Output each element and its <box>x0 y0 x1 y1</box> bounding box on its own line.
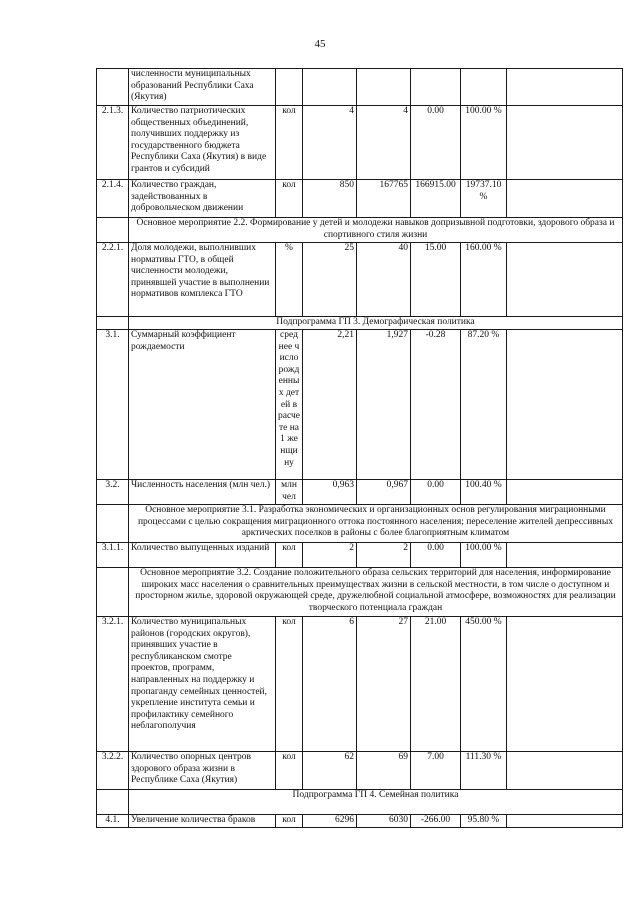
note <box>507 543 623 568</box>
unit: кол <box>276 180 303 218</box>
note <box>507 815 623 828</box>
table-row <box>97 815 623 828</box>
section-heading: Основное мероприятие 2.2. Формирование у детей и молодежи навыков допризывной подготовки, здорового образа и спортивного стиля жизни <box>129 218 623 243</box>
table-row <box>97 69 623 106</box>
plan-value: 850 <box>303 180 357 218</box>
percent-value: 87.20 % <box>461 330 507 480</box>
note <box>507 480 623 505</box>
fact-value: 27 <box>357 617 411 752</box>
page-number: 45 <box>314 38 326 50</box>
plan-value: 6 <box>303 617 357 752</box>
deviation-value: 0.00 <box>411 106 461 180</box>
row-number: 3.1. <box>97 330 129 480</box>
percent-value: 95.80 % <box>461 815 507 828</box>
fact-value: 40 <box>357 243 411 317</box>
section-heading: Основное мероприятие 3.1. Разработка экономических и организационных основ регулирования миграционными процессами с целью сокращения миграционного оттока постоянного населения; переселение жителей депрессивных арктических поселков в районы с более благоприятным климатом <box>129 505 623 543</box>
section-row <box>97 218 623 243</box>
note <box>507 617 623 752</box>
row-number <box>97 69 129 106</box>
indicator-name: численности муниципальных образований Республики Саха (Якутия) <box>129 69 276 106</box>
indicator-name: Количество муниципальных районов (городских округов), принявших участие в республиканском смотре проектов, программ, направленных на поддержку и пропаганду семейных ценностей, укрепление института семьи и профилактику семейного неблагополучия <box>129 617 276 752</box>
indicator-name: Количество опорных центров здорового образа жизни в Республике Саха (Якутия) <box>129 752 276 790</box>
note <box>507 243 623 317</box>
plan-value: 6296 <box>303 815 357 828</box>
empty-cell <box>97 568 129 617</box>
deviation-value: 0.00 <box>411 543 461 568</box>
indicator-name: Количество патриотических общественных объединений, получивших поддержку из государственного бюджета Республики Саха (Якутия) в виде грантов и субсидий <box>129 106 276 180</box>
section-heading: Подпрограмма ГП 4. Семейная политика <box>129 790 623 815</box>
indicator-name: Увеличение количества браков <box>129 815 276 828</box>
percent-value: 450.00 % <box>461 617 507 752</box>
indicator-name: Доля молодежи, выполнивших нормативы ГТО, в общей численности молодежи, принявшей участие в выполнении нормативов комплекса ГТО <box>129 243 276 317</box>
plan-value: 62 <box>303 752 357 790</box>
deviation-value <box>411 69 461 106</box>
percent-value: 100.40 % <box>461 480 507 505</box>
indicator-name: Численность населения (млн чел.) <box>129 480 276 505</box>
section-row <box>97 568 623 617</box>
fact-value: 167765 <box>357 180 411 218</box>
section-row <box>97 317 623 330</box>
deviation-value: 0.00 <box>411 480 461 505</box>
fact-value: 1,927 <box>357 330 411 480</box>
fact-value: 0,967 <box>357 480 411 505</box>
plan-value: 2 <box>303 543 357 568</box>
fact-value: 69 <box>357 752 411 790</box>
empty-cell <box>97 505 129 543</box>
table-row <box>97 480 623 505</box>
unit: кол <box>276 752 303 790</box>
percent-value: 100.00 % <box>461 106 507 180</box>
row-number: 2.2.1. <box>97 243 129 317</box>
empty-cell <box>97 790 129 815</box>
plan-value: 2,21 <box>303 330 357 480</box>
empty-cell <box>97 317 129 330</box>
table-row <box>97 752 623 790</box>
note <box>507 69 623 106</box>
plan-value: 4 <box>303 106 357 180</box>
row-number: 3.2. <box>97 480 129 505</box>
fact-value: 4 <box>357 106 411 180</box>
percent-value: 111.30 % <box>461 752 507 790</box>
deviation-value: -266.00 <box>411 815 461 828</box>
deviation-value: 15.00 <box>411 243 461 317</box>
row-number: 3.1.1. <box>97 543 129 568</box>
section-row <box>97 505 623 543</box>
note <box>507 330 623 480</box>
percent-value <box>461 69 507 106</box>
fact-value: 2 <box>357 543 411 568</box>
row-number: 4.1. <box>97 815 129 828</box>
plan-value <box>303 69 357 106</box>
indicators-table <box>96 68 623 828</box>
fact-value <box>357 69 411 106</box>
table-row <box>97 106 623 180</box>
row-number: 3.2.2. <box>97 752 129 790</box>
percent-value: 100.00 % <box>461 543 507 568</box>
empty-cell <box>97 218 129 243</box>
unit: % <box>276 243 303 317</box>
plan-value: 25 <box>303 243 357 317</box>
note <box>507 106 623 180</box>
note <box>507 752 623 790</box>
row-number: 3.2.1. <box>97 617 129 752</box>
unit: млн чел <box>276 480 303 505</box>
row-number: 2.1.3. <box>97 106 129 180</box>
table-row <box>97 180 623 218</box>
table-row <box>97 330 623 480</box>
note <box>507 180 623 218</box>
unit: кол <box>276 543 303 568</box>
percent-value: 19737.10 % <box>461 180 507 218</box>
section-row <box>97 790 623 815</box>
table-row <box>97 243 623 317</box>
unit <box>276 69 303 106</box>
unit: среднее число рожденных детей в расчете на 1 женщину <box>276 330 303 480</box>
indicator-name: Суммарный коэффициент рождаемости <box>129 330 276 480</box>
unit: кол <box>276 815 303 828</box>
indicator-name: Количество выпущенных изданий <box>129 543 276 568</box>
fact-value: 6030 <box>357 815 411 828</box>
plan-value: 0,963 <box>303 480 357 505</box>
unit: кол <box>276 617 303 752</box>
percent-value: 160.00 % <box>461 243 507 317</box>
indicator-name: Количество граждан, задействованных в добровольческом движении <box>129 180 276 218</box>
section-heading: Подпрограмма ГП 3. Демографическая политика <box>129 317 623 330</box>
deviation-value: 21.00 <box>411 617 461 752</box>
row-number: 2.1.4. <box>97 180 129 218</box>
table-row <box>97 617 623 752</box>
deviation-value: 166915.00 <box>411 180 461 218</box>
table-row <box>97 543 623 568</box>
section-heading: Основное мероприятие 3.2. Создание положительного образа сельских территорий для населения, информирование широких масс населения о сравнительных преимуществах жизни в сельской местности, в том числе о доступном и просторном жилье, здоровой окружающей среде, дружелюбной социальной атмосфере, возможностях для реализации творческого потенциала граждан <box>129 568 623 617</box>
unit: кол <box>276 106 303 180</box>
deviation-value: -0.28 <box>411 330 461 480</box>
deviation-value: 7.00 <box>411 752 461 790</box>
